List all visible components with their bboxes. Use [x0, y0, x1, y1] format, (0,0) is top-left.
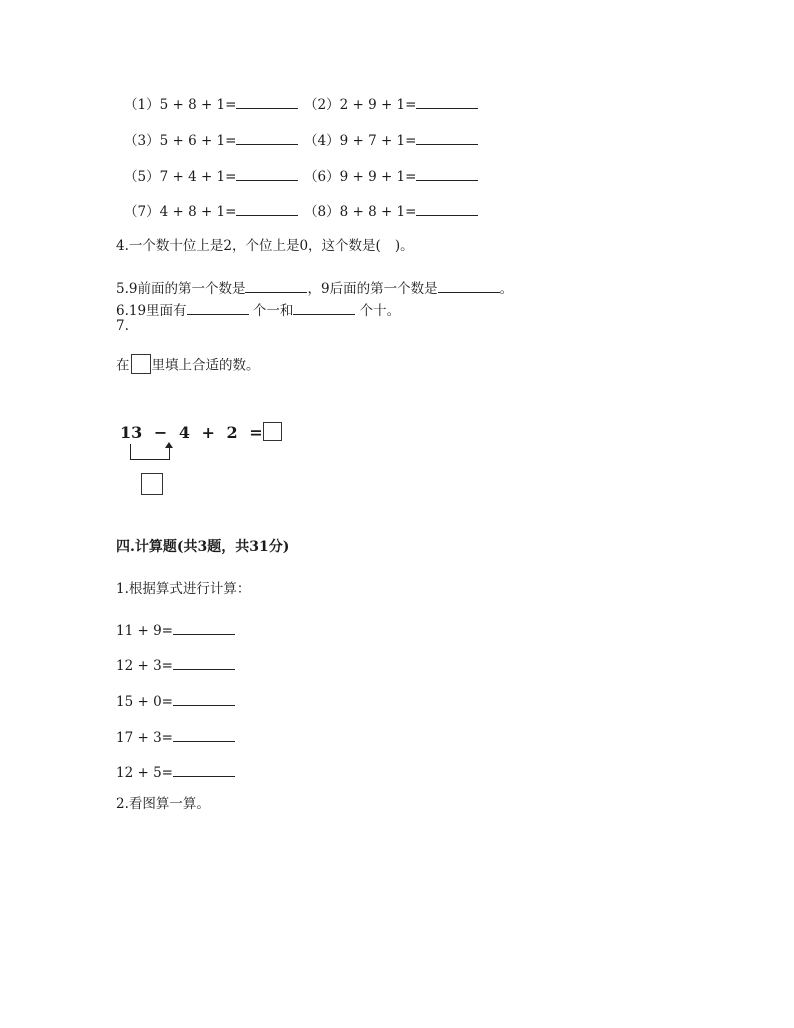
answer-blank[interactable]: [416, 96, 478, 109]
q3-item-6: [304, 168, 478, 185]
question-6: [116, 302, 400, 319]
item-expression: 7 + 4 + 1=: [159, 169, 237, 185]
item-number: （3）: [124, 133, 160, 149]
answer-blank[interactable]: [173, 729, 235, 742]
box-icon: [131, 354, 151, 374]
q3-item-3: [124, 132, 298, 149]
answer-blank[interactable]: [173, 622, 235, 635]
calc-question-1-title: 1.根据算式进行计算：: [116, 581, 251, 597]
question-5-part3: 。: [499, 281, 514, 297]
answer-blank[interactable]: [173, 764, 235, 777]
q3-item-1: [124, 96, 298, 113]
answer-blank[interactable]: [173, 693, 235, 706]
question-7-instruction: [116, 356, 260, 376]
q3-item-7: [124, 203, 298, 220]
answer-box[interactable]: [263, 422, 282, 441]
question-5-part1: 5.9前面的第一个数是: [116, 281, 246, 297]
answer-blank[interactable]: [173, 657, 235, 670]
answer-blank[interactable]: [293, 302, 355, 315]
calc-expression: 11 + 9=: [116, 623, 173, 639]
calc-item-4: [116, 729, 235, 746]
calc-item-3: [116, 693, 235, 710]
question-7-number: 7.: [116, 318, 129, 334]
question-5: [116, 280, 513, 297]
item-number: （7）: [124, 204, 160, 220]
item-expression: 9 + 7 + 1=: [339, 133, 417, 149]
instruction-prefix: 在: [116, 357, 130, 374]
operand-2: 2: [226, 423, 238, 442]
item-number: （8）: [304, 204, 340, 220]
calc-expression: 17 + 3=: [116, 730, 173, 746]
arrow-up-icon: [165, 442, 173, 448]
item-expression: 9 + 9 + 1=: [339, 169, 417, 185]
item-expression: 8 + 8 + 1=: [339, 204, 417, 220]
item-number: （2）: [304, 97, 340, 113]
question-6-part3: 个十。: [359, 303, 401, 319]
equals-sign: =: [249, 423, 263, 442]
question-6-part1: 6.19里面有: [116, 303, 187, 319]
answer-blank[interactable]: [236, 96, 298, 109]
answer-blank[interactable]: [245, 280, 307, 293]
calc-question-2-title: 2.看图算一算。: [116, 796, 210, 812]
item-number: （1）: [124, 97, 160, 113]
calc-expression: 12 + 3=: [116, 658, 173, 674]
answer-blank[interactable]: [416, 203, 478, 216]
operand-4: 4: [178, 423, 190, 442]
answer-blank[interactable]: [236, 203, 298, 216]
item-expression: 2 + 9 + 1=: [339, 97, 417, 113]
question-4: [116, 240, 414, 254]
calc-expression: 12 + 5=: [116, 765, 173, 781]
section-title: 四.计算题(共3题，共31分): [116, 539, 290, 555]
answer-blank[interactable]: [438, 280, 500, 293]
answer-blank[interactable]: [187, 302, 249, 315]
intermediate-answer-box[interactable]: [141, 473, 163, 495]
answer-blank[interactable]: [236, 132, 298, 145]
bracket-left-line: [130, 444, 131, 460]
question-4-text: 4.一个数十位上是2，个位上是0，这个数是(: [116, 238, 381, 254]
question-7-equation: [120, 424, 282, 443]
bracket-right-line: [169, 447, 170, 460]
calc-expression: 15 + 0=: [116, 694, 173, 710]
operand-13: 13: [120, 423, 143, 442]
question-5-part2: ，9后面的第一个数是: [307, 281, 438, 297]
q3-item-2: [304, 96, 478, 113]
item-number: （4）: [304, 133, 340, 149]
q3-item-5: [124, 168, 298, 185]
question-4-close: )。: [394, 238, 414, 254]
question-6-part2: 个一和: [252, 303, 294, 319]
answer-blank[interactable]: [416, 132, 478, 145]
calc-item-1: [116, 622, 235, 639]
answer-blank[interactable]: [236, 168, 298, 181]
plus-sign: +: [201, 423, 215, 442]
item-number: （5）: [124, 169, 160, 185]
item-expression: 4 + 8 + 1=: [159, 204, 237, 220]
instruction-suffix: 里填上合适的数。: [151, 357, 260, 374]
bracket-bottom-line: [130, 459, 170, 460]
q3-item-8: [304, 203, 478, 220]
item-expression: 5 + 8 + 1=: [159, 97, 237, 113]
item-expression: 5 + 6 + 1=: [159, 133, 237, 149]
answer-blank[interactable]: [416, 168, 478, 181]
q3-item-4: [304, 132, 478, 149]
item-number: （6）: [304, 169, 340, 185]
minus-sign: −: [153, 423, 168, 442]
calc-item-2: [116, 657, 235, 674]
calc-item-5: [116, 764, 235, 781]
